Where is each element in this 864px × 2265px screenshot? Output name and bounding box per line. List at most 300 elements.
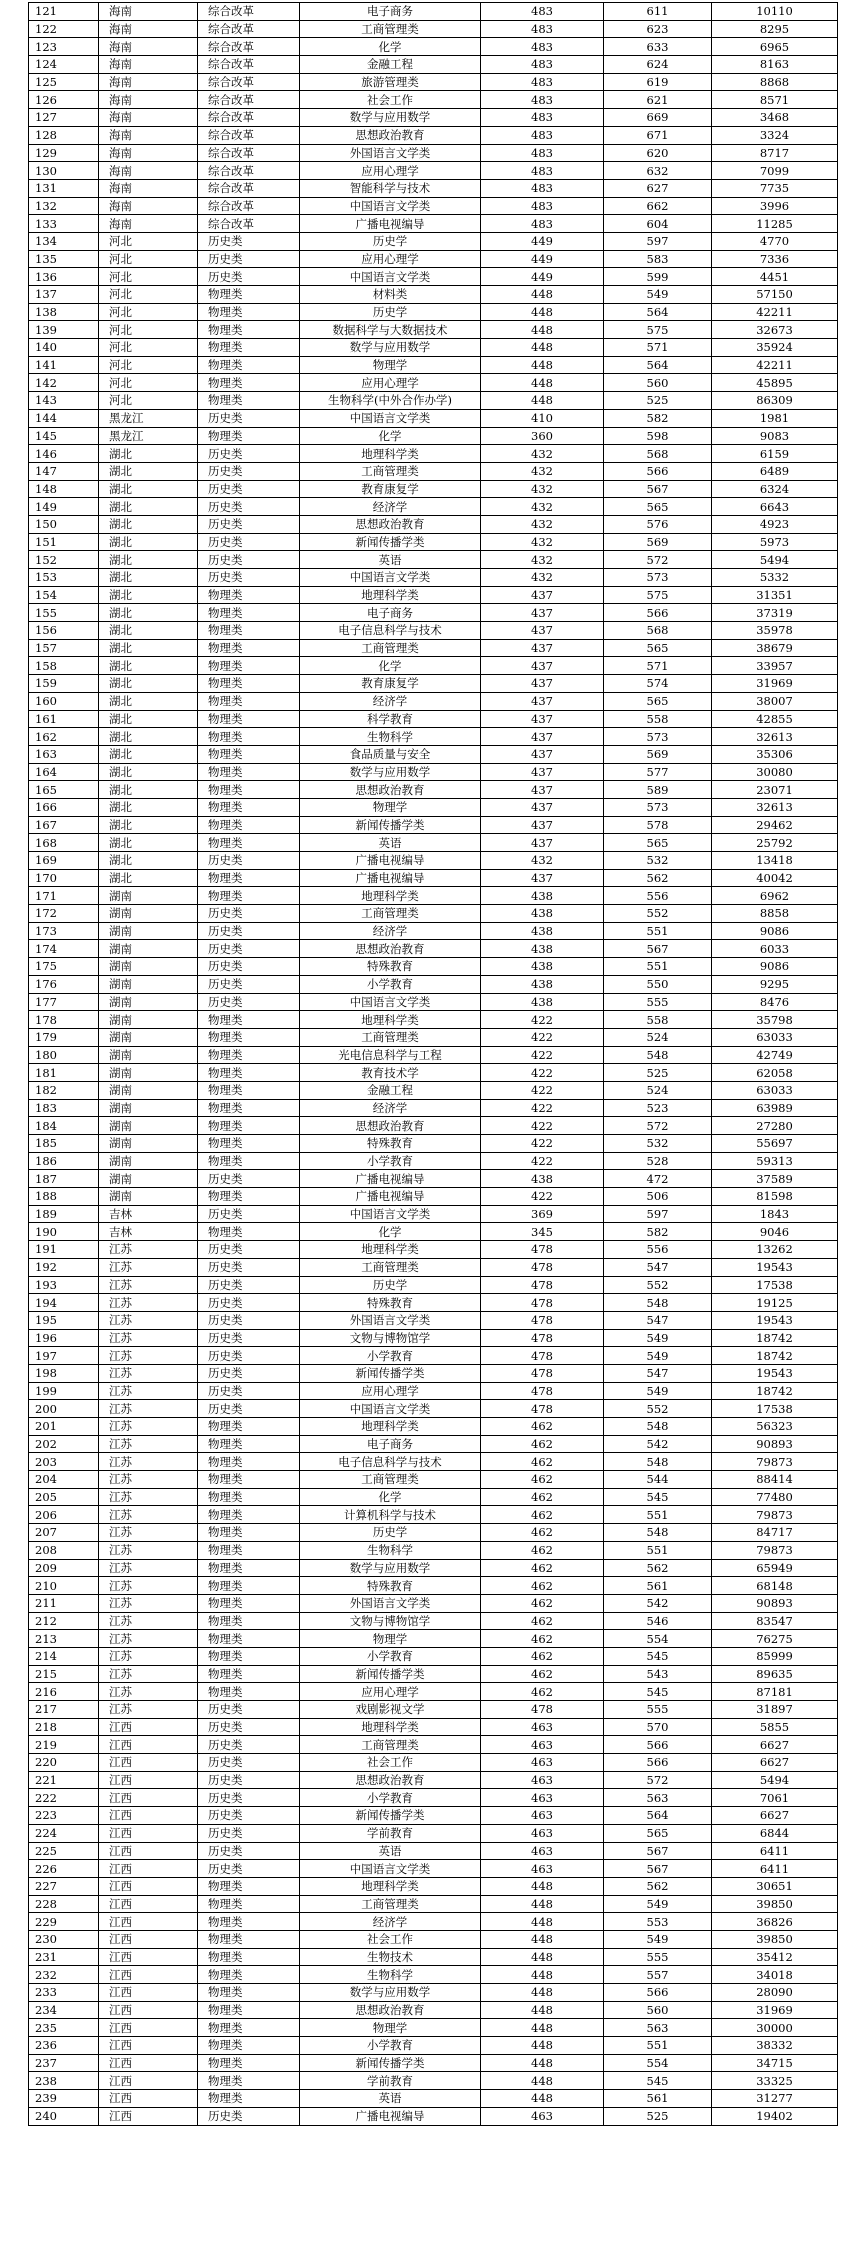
province-cell: 湖北 (99, 763, 198, 781)
subject-type-cell: 综合改革 (198, 109, 300, 127)
major-cell: 应用心理学 (300, 162, 481, 180)
subject-type-cell: 物理类 (198, 1188, 300, 1206)
subject-type-cell: 物理类 (198, 1630, 300, 1648)
table-row (29, 728, 838, 746)
table-row (29, 232, 838, 250)
major-cell: 新闻传播学类 (300, 2054, 481, 2072)
table-row (29, 2054, 838, 2072)
rank-cell: 63033 (712, 1081, 838, 1099)
row-index: 158 (29, 657, 99, 675)
province-cell: 湖南 (99, 1064, 198, 1082)
rank-cell: 10110 (712, 3, 838, 21)
control-line-cell: 345 (481, 1223, 604, 1241)
subject-type-cell: 物理类 (198, 392, 300, 410)
row-index: 219 (29, 1736, 99, 1754)
control-line-cell: 448 (481, 2090, 604, 2108)
rank-cell: 9083 (712, 427, 838, 445)
major-cell: 物理学 (300, 1630, 481, 1648)
table-row (29, 1524, 838, 1542)
min-score-cell: 528 (604, 1152, 712, 1170)
subject-type-cell: 历史类 (198, 922, 300, 940)
rank-cell: 25792 (712, 834, 838, 852)
province-cell: 江苏 (99, 1329, 198, 1347)
table-row (29, 1135, 838, 1153)
control-line-cell: 437 (481, 657, 604, 675)
row-index: 157 (29, 639, 99, 657)
major-cell: 学前教育 (300, 2072, 481, 2090)
subject-type-cell: 历史类 (198, 462, 300, 480)
table-row (29, 1311, 838, 1329)
row-index: 179 (29, 1028, 99, 1046)
row-index: 182 (29, 1081, 99, 1099)
control-line-cell: 448 (481, 1984, 604, 2002)
subject-type-cell: 物理类 (198, 1046, 300, 1064)
subject-type-cell: 物理类 (198, 2090, 300, 2108)
min-score-cell: 558 (604, 1011, 712, 1029)
control-line-cell: 437 (481, 781, 604, 799)
min-score-cell: 472 (604, 1170, 712, 1188)
rank-cell: 18742 (712, 1329, 838, 1347)
rank-cell: 3996 (712, 197, 838, 215)
control-line-cell: 432 (481, 480, 604, 498)
major-cell: 历史学 (300, 232, 481, 250)
control-line-cell: 478 (481, 1347, 604, 1365)
rank-cell: 31897 (712, 1701, 838, 1719)
control-line-cell: 483 (481, 3, 604, 21)
subject-type-cell: 物理类 (198, 1541, 300, 1559)
rank-cell: 87181 (712, 1683, 838, 1701)
subject-type-cell: 综合改革 (198, 162, 300, 180)
province-cell: 海南 (99, 38, 198, 56)
major-cell: 材料类 (300, 286, 481, 304)
min-score-cell: 571 (604, 339, 712, 357)
rank-cell: 38007 (712, 692, 838, 710)
rank-cell: 40042 (712, 869, 838, 887)
min-score-cell: 525 (604, 392, 712, 410)
row-index: 205 (29, 1488, 99, 1506)
row-index: 203 (29, 1453, 99, 1471)
table-row (29, 409, 838, 427)
min-score-cell: 525 (604, 2107, 712, 2125)
control-line-cell: 462 (481, 1612, 604, 1630)
min-score-cell: 620 (604, 144, 712, 162)
province-cell: 江苏 (99, 1435, 198, 1453)
row-index: 204 (29, 1471, 99, 1489)
rank-cell: 6627 (712, 1736, 838, 1754)
province-cell: 湖南 (99, 1011, 198, 1029)
province-cell: 江苏 (99, 1665, 198, 1683)
rank-cell: 19543 (712, 1258, 838, 1276)
table-row (29, 515, 838, 533)
province-cell: 湖南 (99, 922, 198, 940)
major-cell: 特殊教育 (300, 1577, 481, 1595)
control-line-cell: 422 (481, 1028, 604, 1046)
min-score-cell: 583 (604, 250, 712, 268)
row-index: 183 (29, 1099, 99, 1117)
control-line-cell: 448 (481, 1913, 604, 1931)
table-row (29, 1294, 838, 1312)
min-score-cell: 549 (604, 1895, 712, 1913)
table-row (29, 250, 838, 268)
control-line-cell: 422 (481, 1099, 604, 1117)
subject-type-cell: 历史类 (198, 1789, 300, 1807)
province-cell: 湖北 (99, 781, 198, 799)
subject-type-cell: 物理类 (198, 1948, 300, 1966)
subject-type-cell: 物理类 (198, 1081, 300, 1099)
subject-type-cell: 物理类 (198, 1524, 300, 1542)
subject-type-cell: 物理类 (198, 1612, 300, 1630)
subject-type-cell: 历史类 (198, 498, 300, 516)
min-score-cell: 549 (604, 1382, 712, 1400)
rank-cell: 57150 (712, 286, 838, 304)
control-line-cell: 448 (481, 1966, 604, 1984)
row-index: 220 (29, 1754, 99, 1772)
rank-cell: 3324 (712, 126, 838, 144)
major-cell: 广播电视编导 (300, 2107, 481, 2125)
min-score-cell: 542 (604, 1594, 712, 1612)
control-line-cell: 432 (481, 569, 604, 587)
province-cell: 海南 (99, 109, 198, 127)
province-cell: 江西 (99, 1807, 198, 1825)
row-index: 164 (29, 763, 99, 781)
min-score-cell: 572 (604, 1117, 712, 1135)
table-row (29, 639, 838, 657)
major-cell: 化学 (300, 1223, 481, 1241)
table-row (29, 1400, 838, 1418)
province-cell: 湖北 (99, 675, 198, 693)
major-cell: 新闻传播学类 (300, 1807, 481, 1825)
row-index: 150 (29, 515, 99, 533)
control-line-cell: 462 (481, 1488, 604, 1506)
min-score-cell: 560 (604, 2001, 712, 2019)
control-line-cell: 437 (481, 834, 604, 852)
rank-cell: 6033 (712, 940, 838, 958)
province-cell: 江西 (99, 1930, 198, 1948)
min-score-cell: 574 (604, 675, 712, 693)
major-cell: 特殊教育 (300, 1294, 481, 1312)
subject-type-cell: 物理类 (198, 2001, 300, 2019)
min-score-cell: 549 (604, 1347, 712, 1365)
province-cell: 河北 (99, 392, 198, 410)
min-score-cell: 544 (604, 1471, 712, 1489)
control-line-cell: 462 (481, 1506, 604, 1524)
rank-cell: 65949 (712, 1559, 838, 1577)
province-cell: 江西 (99, 2090, 198, 2108)
province-cell: 江苏 (99, 1294, 198, 1312)
min-score-cell: 552 (604, 1276, 712, 1294)
control-line-cell: 422 (481, 1117, 604, 1135)
province-cell: 江西 (99, 1771, 198, 1789)
rank-cell: 31351 (712, 586, 838, 604)
row-index: 229 (29, 1913, 99, 1931)
control-line-cell: 483 (481, 215, 604, 233)
province-cell: 海南 (99, 126, 198, 144)
row-index: 152 (29, 551, 99, 569)
subject-type-cell: 历史类 (198, 993, 300, 1011)
province-cell: 湖南 (99, 975, 198, 993)
major-cell: 思想政治教育 (300, 940, 481, 958)
control-line-cell: 448 (481, 2072, 604, 2090)
rank-cell: 34715 (712, 2054, 838, 2072)
control-line-cell: 462 (481, 1577, 604, 1595)
row-index: 185 (29, 1135, 99, 1153)
major-cell: 工商管理类 (300, 1895, 481, 1913)
table-row (29, 1258, 838, 1276)
province-cell: 江苏 (99, 1347, 198, 1365)
subject-type-cell: 物理类 (198, 1594, 300, 1612)
major-cell: 中国语言文学类 (300, 409, 481, 427)
major-cell: 金融工程 (300, 1081, 481, 1099)
control-line-cell: 438 (481, 958, 604, 976)
row-index: 153 (29, 569, 99, 587)
control-line-cell: 478 (481, 1276, 604, 1294)
province-cell: 湖南 (99, 1117, 198, 1135)
row-index: 223 (29, 1807, 99, 1825)
rank-cell: 56323 (712, 1418, 838, 1436)
table-row (29, 1117, 838, 1135)
table-row (29, 569, 838, 587)
control-line-cell: 448 (481, 392, 604, 410)
table-row (29, 109, 838, 127)
table-row (29, 303, 838, 321)
major-cell: 中国语言文学类 (300, 268, 481, 286)
rank-cell: 19543 (712, 1364, 838, 1382)
min-score-cell: 597 (604, 1205, 712, 1223)
subject-type-cell: 物理类 (198, 1577, 300, 1595)
major-cell: 英语 (300, 1842, 481, 1860)
table-row (29, 1966, 838, 1984)
control-line-cell: 437 (481, 622, 604, 640)
control-line-cell: 478 (481, 1400, 604, 1418)
subject-type-cell: 物理类 (198, 781, 300, 799)
row-index: 206 (29, 1506, 99, 1524)
row-index: 196 (29, 1329, 99, 1347)
rank-cell: 35412 (712, 1948, 838, 1966)
subject-type-cell: 物理类 (198, 586, 300, 604)
control-line-cell: 437 (481, 798, 604, 816)
row-index: 126 (29, 91, 99, 109)
row-index: 218 (29, 1718, 99, 1736)
table-row (29, 1683, 838, 1701)
subject-type-cell: 历史类 (198, 569, 300, 587)
control-line-cell: 448 (481, 1895, 604, 1913)
control-line-cell: 432 (481, 445, 604, 463)
control-line-cell: 448 (481, 303, 604, 321)
province-cell: 江苏 (99, 1647, 198, 1665)
control-line-cell: 449 (481, 250, 604, 268)
major-cell: 教育康复学 (300, 480, 481, 498)
control-line-cell: 483 (481, 144, 604, 162)
province-cell: 河北 (99, 303, 198, 321)
min-score-cell: 662 (604, 197, 712, 215)
table-row (29, 73, 838, 91)
table-row (29, 781, 838, 799)
rank-cell: 6324 (712, 480, 838, 498)
row-index: 135 (29, 250, 99, 268)
major-cell: 英语 (300, 834, 481, 852)
subject-type-cell: 物理类 (198, 816, 300, 834)
rank-cell: 38332 (712, 2037, 838, 2055)
table-row (29, 798, 838, 816)
table-row (29, 1647, 838, 1665)
major-cell: 特殊教育 (300, 1135, 481, 1153)
table-row (29, 1860, 838, 1878)
row-index: 172 (29, 905, 99, 923)
major-cell: 物理学 (300, 2019, 481, 2037)
min-score-cell: 532 (604, 852, 712, 870)
control-line-cell: 462 (481, 1559, 604, 1577)
rank-cell: 5855 (712, 1718, 838, 1736)
table-row (29, 2001, 838, 2019)
min-score-cell: 553 (604, 1913, 712, 1931)
min-score-cell: 569 (604, 745, 712, 763)
subject-type-cell: 物理类 (198, 710, 300, 728)
rank-cell: 6627 (712, 1754, 838, 1772)
major-cell: 数学与应用数学 (300, 763, 481, 781)
table-row (29, 763, 838, 781)
major-cell: 历史学 (300, 303, 481, 321)
control-line-cell: 422 (481, 1152, 604, 1170)
rank-cell: 77480 (712, 1488, 838, 1506)
control-line-cell: 422 (481, 1064, 604, 1082)
control-line-cell: 478 (481, 1258, 604, 1276)
table-row (29, 1594, 838, 1612)
major-cell: 电子商务 (300, 3, 481, 21)
rank-cell: 42211 (712, 303, 838, 321)
province-cell: 江苏 (99, 1577, 198, 1595)
table-row (29, 215, 838, 233)
control-line-cell: 410 (481, 409, 604, 427)
table-row (29, 1453, 838, 1471)
min-score-cell: 563 (604, 2019, 712, 2037)
row-index: 134 (29, 232, 99, 250)
control-line-cell: 449 (481, 232, 604, 250)
province-cell: 湖北 (99, 834, 198, 852)
subject-type-cell: 历史类 (198, 232, 300, 250)
major-cell: 学前教育 (300, 1824, 481, 1842)
min-score-cell: 564 (604, 303, 712, 321)
control-line-cell: 478 (481, 1241, 604, 1259)
province-cell: 海南 (99, 144, 198, 162)
control-line-cell: 437 (481, 763, 604, 781)
row-index: 176 (29, 975, 99, 993)
major-cell: 思想政治教育 (300, 1771, 481, 1789)
major-cell: 外国语言文学类 (300, 144, 481, 162)
row-index: 212 (29, 1612, 99, 1630)
province-cell: 湖北 (99, 798, 198, 816)
min-score-cell: 556 (604, 887, 712, 905)
rank-cell: 31969 (712, 675, 838, 693)
major-cell: 中国语言文学类 (300, 197, 481, 215)
row-index: 139 (29, 321, 99, 339)
major-cell: 戏剧影视文学 (300, 1701, 481, 1719)
table-row (29, 586, 838, 604)
row-index: 167 (29, 816, 99, 834)
major-cell: 外国语言文学类 (300, 1594, 481, 1612)
subject-type-cell: 历史类 (198, 958, 300, 976)
table-row (29, 1205, 838, 1223)
table-row (29, 692, 838, 710)
rank-cell: 88414 (712, 1471, 838, 1489)
major-cell: 中国语言文学类 (300, 1205, 481, 1223)
table-row (29, 1754, 838, 1772)
province-cell: 湖南 (99, 993, 198, 1011)
major-cell: 物理学 (300, 356, 481, 374)
province-cell: 湖北 (99, 692, 198, 710)
row-index: 226 (29, 1860, 99, 1878)
min-score-cell: 548 (604, 1294, 712, 1312)
rank-cell: 63033 (712, 1028, 838, 1046)
major-cell: 社会工作 (300, 1930, 481, 1948)
control-line-cell: 483 (481, 126, 604, 144)
min-score-cell: 554 (604, 1630, 712, 1648)
row-index: 200 (29, 1400, 99, 1418)
control-line-cell: 437 (481, 586, 604, 604)
min-score-cell: 597 (604, 232, 712, 250)
row-index: 174 (29, 940, 99, 958)
row-index: 163 (29, 745, 99, 763)
row-index: 173 (29, 922, 99, 940)
min-score-cell: 576 (604, 515, 712, 533)
control-line-cell: 448 (481, 2001, 604, 2019)
control-line-cell: 438 (481, 975, 604, 993)
rank-cell: 39850 (712, 1895, 838, 1913)
rank-cell: 42211 (712, 356, 838, 374)
subject-type-cell: 物理类 (198, 303, 300, 321)
row-index: 190 (29, 1223, 99, 1241)
min-score-cell: 524 (604, 1081, 712, 1099)
control-line-cell: 438 (481, 1170, 604, 1188)
table-row (29, 1807, 838, 1825)
table-row (29, 1099, 838, 1117)
rank-cell: 5494 (712, 1771, 838, 1789)
row-index: 227 (29, 1877, 99, 1895)
rank-cell: 37589 (712, 1170, 838, 1188)
rank-cell: 90893 (712, 1435, 838, 1453)
subject-type-cell: 物理类 (198, 869, 300, 887)
table-row (29, 1559, 838, 1577)
table-row (29, 2090, 838, 2108)
row-index: 151 (29, 533, 99, 551)
row-index: 170 (29, 869, 99, 887)
row-index: 221 (29, 1771, 99, 1789)
min-score-cell: 565 (604, 834, 712, 852)
major-cell: 中国语言文学类 (300, 569, 481, 587)
row-index: 192 (29, 1258, 99, 1276)
min-score-cell: 562 (604, 1877, 712, 1895)
control-line-cell: 432 (481, 462, 604, 480)
subject-type-cell: 物理类 (198, 1152, 300, 1170)
rank-cell: 8717 (712, 144, 838, 162)
row-index: 147 (29, 462, 99, 480)
row-index: 155 (29, 604, 99, 622)
row-index: 148 (29, 480, 99, 498)
row-index: 130 (29, 162, 99, 180)
min-score-cell: 573 (604, 798, 712, 816)
min-score-cell: 567 (604, 480, 712, 498)
row-index: 236 (29, 2037, 99, 2055)
table-row (29, 1152, 838, 1170)
province-cell: 江苏 (99, 1559, 198, 1577)
table-row (29, 1028, 838, 1046)
major-cell: 生物科学 (300, 1541, 481, 1559)
subject-type-cell: 历史类 (198, 1860, 300, 1878)
control-line-cell: 448 (481, 1930, 604, 1948)
subject-type-cell: 历史类 (198, 533, 300, 551)
rank-cell: 31969 (712, 2001, 838, 2019)
control-line-cell: 483 (481, 20, 604, 38)
province-cell: 江西 (99, 1754, 198, 1772)
